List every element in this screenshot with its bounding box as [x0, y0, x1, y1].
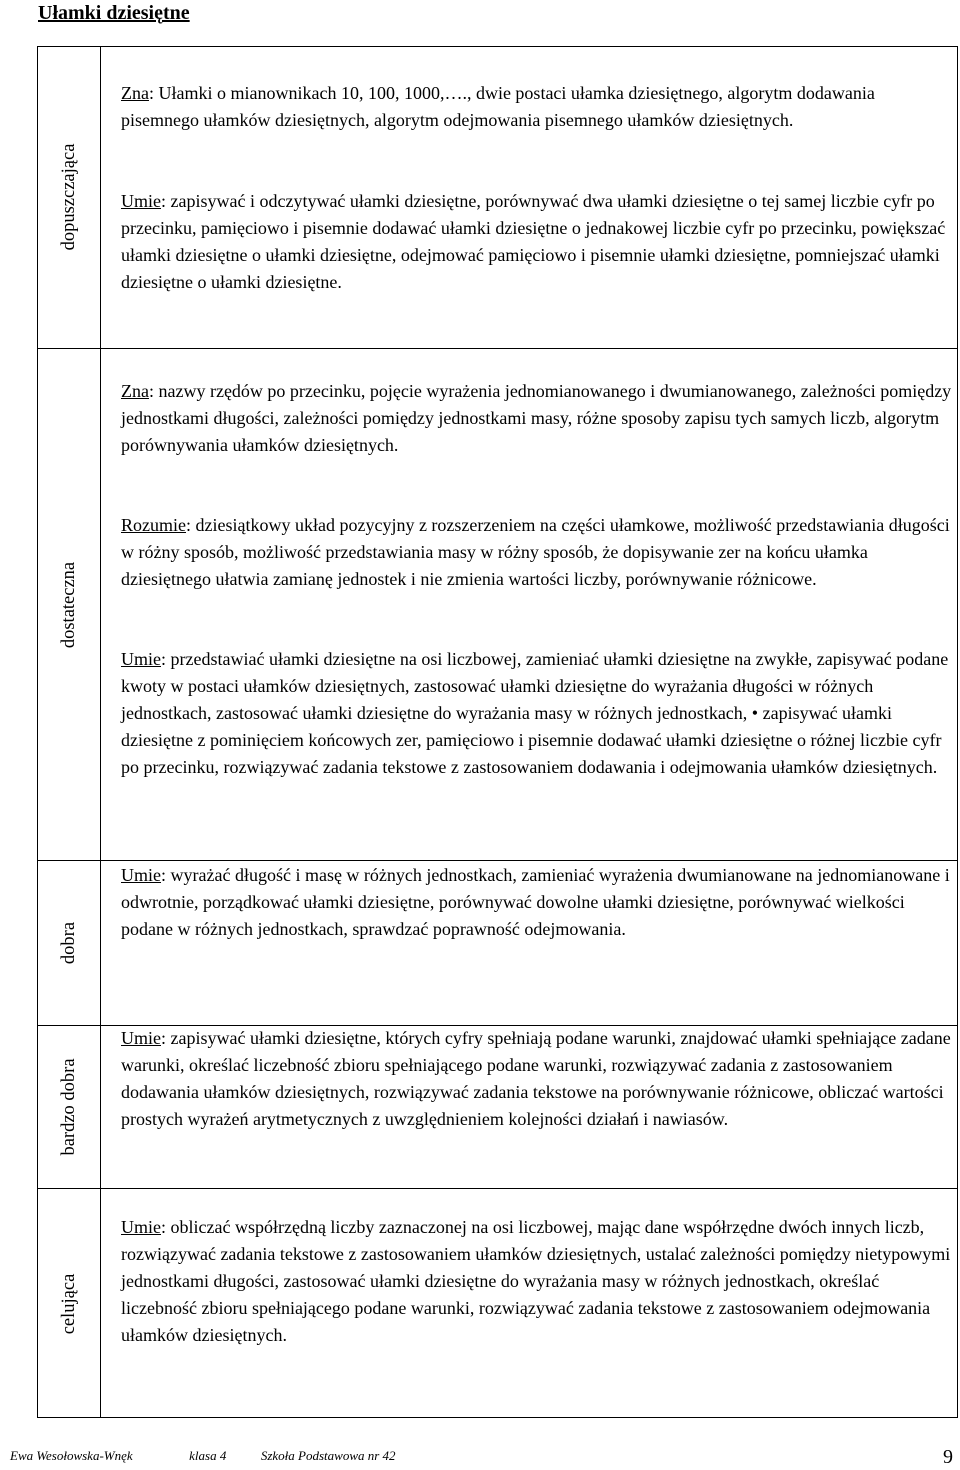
level-label-cell — [37, 861, 101, 1025]
keyword-rozumie: Rozumie — [121, 515, 186, 535]
level-label-cell — [37, 349, 101, 860]
paragraph-text: : wyrażać długość i masę w różnych jednostkach, zamieniać wyrażenia dwumianowane na jednomianowane i odwrotnie, porządkować ułamki dziesiętne, porównywać dowolne ułamki dziesiętne, porównywać wielkości podane w różnych jednostkach, sprawdzać poprawność odejmowania. — [121, 865, 950, 939]
paragraph-text: : Ułamki o mianownikach 10, 100, 1000,…., dwie postaci ułamka dziesiętnego, algorytm dodawania pisemnego ułamków dziesiętnych, algorytm odejmowania pisemnego ułamków dziesiętnych. — [121, 83, 875, 130]
dost-rozumie-paragraph — [121, 512, 956, 593]
level-label-dostateczna: dostateczna — [59, 561, 79, 648]
dost-zna-paragraph — [121, 378, 956, 459]
dop-zna-paragraph — [121, 80, 956, 134]
keyword-umie: Umie — [121, 1217, 161, 1237]
footer-class: klasa 4 — [189, 1448, 227, 1463]
dop-umie-paragraph — [121, 188, 956, 296]
level-label-celujaca: celująca — [59, 1273, 79, 1334]
page-title: Ułamki dziesiętne — [38, 2, 190, 24]
paragraph-text: : zapisywać i odczytywać ułamki dziesiętne, porównywać dwa ułamki dziesiętne o tej samej liczbie cyfr po przecinku, pamięciowo i pisemnie dodawać ułamki dziesiętne o jednakowej liczbie cyfr po przecinku, powiększać ułamki dziesiętne o ułamki dziesiętne, odejmować pamięciowo i pisemnie ułamki dziesiętne, pomniejszać ułamki dziesiętne o ułamki dziesiętne. — [121, 191, 946, 292]
level-label-dobra: dobra — [59, 921, 79, 965]
level-label-bardzo-dobra: bardzo dobra — [59, 1058, 79, 1156]
keyword-umie: Umie — [121, 649, 161, 669]
dost-umie-paragraph — [121, 646, 956, 781]
level-label-cell — [37, 1026, 101, 1188]
paragraph-text: : obliczać współrzędną liczby zaznaczonej na osi liczbowej, mając dane współrzędne dwóch innych liczb, rozwiązywać zadania tekstowe z zastosowaniem ułamków dziesiętnych, ustalać zależności pomiędzy nietypowymi jednostkami długości, zastosować ułamki dziesiętne do wyrażania masy w różnych jednostkach, określać liczebność zbioru spełniającego podane warunki, rozwiązywać zadania tekstowe z zastosowaniem odejmowania ułamków dziesiętnych. — [121, 1217, 951, 1345]
level-label-cell — [37, 1189, 101, 1418]
level-label-cell — [37, 46, 101, 348]
paragraph-text: : dziesiątkowy układ pozycyjny z rozszerzeniem na części ułamkowe, możliwość przedstawiania długości w różny sposób, możliwość przedstawiania masy w różny sposób, że dopisywanie zer na końcu ułamka dziesiętnego ułatwia zamianę jednostek i nie zmienia wartości liczby, porównywanie różnicowe. — [121, 515, 950, 589]
page-footer — [10, 1448, 396, 1464]
keyword-umie: Umie — [121, 191, 161, 211]
footer-school: Szkoła Podstawowa nr 42 — [260, 1448, 396, 1463]
paragraph-text: : zapisywać ułamki dziesiętne, których cyfry spełniają podane warunki, znajdować ułamki spełniające zadane warunki, określać liczebność zbioru spełniającego podane warunki, rozwiązywać zadania z zastosowaniem dodawania ułamków dziesiętnych, rozwiązywać zadania tekstowe na porównywanie różnicowe, obliczać wartości prostych wyrażeń arytmetycznych z uwzględnieniem kolejności działań i nawiasów. — [121, 1028, 951, 1129]
level-label-dopuszczajaca: dopuszczająca — [59, 143, 79, 251]
dobra-umie-paragraph — [121, 862, 956, 943]
keyword-zna: Zna — [121, 83, 149, 103]
footer-author: Ewa Wesołowska-Wnęk — [10, 1448, 133, 1463]
keyword-zna: Zna — [121, 381, 149, 401]
paragraph-text: : przedstawiać ułamki dziesiętne na osi liczbowej, zamieniać ułamki dziesiętne na zwykłe, zapisywać podane kwoty w postaci ułamków dziesiętnych, zastosować ułamki dziesiętne do wyrażania długości w różnych jednostkach, zastosować ułamki dziesiętne do wyrażania masy w różnych jednostkach, • zapisywać ułamki dziesiętne z pominięciem końcowych zer, pamięciowo i pisemnie dodawać ułamki dziesiętne o różnej liczbie cyfr po przecinku, rozwiązywać zadania tekstowe z zastosowaniem dodawania i odejmowania ułamków dziesiętnych. — [121, 649, 949, 777]
paragraph-text: : nazwy rzędów po przecinku, pojęcie wyrażenia jednomianowanego i dwumianowanego, zależności pomiędzy jednostkami długości, zależności pomiędzy jednostkami masy, różne sposoby zapisu tych samych liczb, algorytm porównywania ułamków dziesiętnych. — [121, 381, 952, 455]
cel-umie-paragraph — [121, 1214, 956, 1349]
keyword-umie: Umie — [121, 865, 161, 885]
page-number: 9 — [943, 1446, 953, 1468]
bdb-umie-paragraph — [121, 1025, 956, 1133]
keyword-umie: Umie — [121, 1028, 161, 1048]
